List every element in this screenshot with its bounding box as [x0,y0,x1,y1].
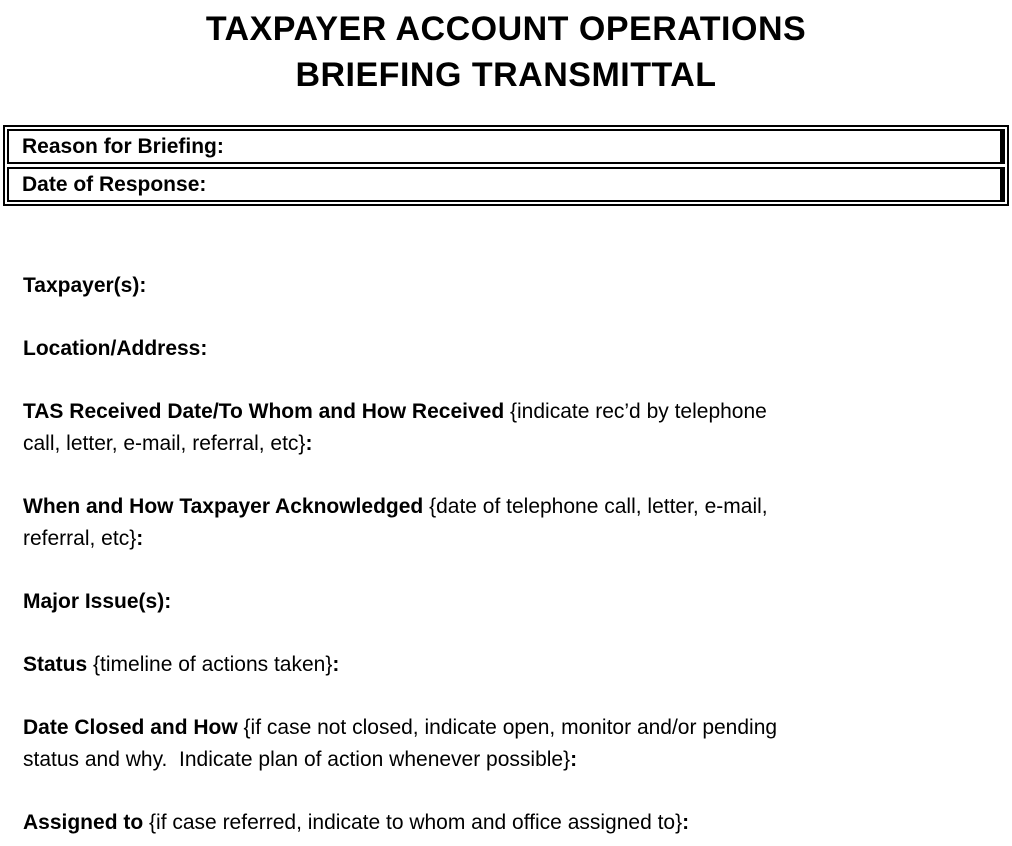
reason-for-briefing-label: Reason for Briefing: [22,135,224,158]
field-major-issues-text: Major Issue(s): [23,590,172,613]
field-assigned-to [23,807,1000,839]
document-title [0,0,1012,98]
header-row-date-of-response [7,167,1005,202]
field-taxpayers-text: Taxpayer(s): [23,274,147,297]
field-date-closed-text: {if case not closed, indicate open, monitor and/or pending [237,716,778,739]
field-date-closed-text: Date Closed and How [23,716,238,739]
header-row-reason-for-briefing [7,129,1005,164]
field-location-address-text: Location/Address: [23,337,208,360]
field-date-closed [23,712,1000,776]
field-when-how-acknowledged [23,491,1000,555]
field-tas-received-text: TAS Received Date/To Whom and How Received [23,400,505,423]
title-line-2: BRIEFING TRANSMITTAL [295,56,717,94]
field-assigned-to-text: : [682,811,690,834]
field-tas-received-text: {indicate rec’d by telephone [504,400,767,423]
date-of-response-label: Date of Response: [22,173,207,196]
field-major-issues [23,586,1000,618]
field-status [23,649,1000,681]
field-when-how-acknowledged-text: referral, etc} [23,527,137,550]
field-date-closed-text: : [570,748,578,771]
field-date-closed-text: status and why. Indicate plan of action whenever possible} [23,748,571,771]
date-of-response-value-field[interactable] [206,169,1000,200]
reason-for-briefing-value-field[interactable] [224,131,1000,162]
title-line-1: TAXPAYER ACCOUNT OPERATIONS [205,10,807,48]
field-assigned-to-text: Assigned to [23,811,144,834]
field-tas-received-text: call, letter, e-mail, referral, etc} [23,432,306,455]
field-when-how-acknowledged-text: : [136,527,144,550]
field-status-text: Status [23,653,88,676]
header-table [3,125,1009,206]
field-location-address [23,333,1000,365]
field-status-text: {timeline of actions taken} [87,653,333,676]
field-tas-received-text: : [305,432,313,455]
field-status-text: : [332,653,340,676]
field-when-how-acknowledged-text: {date of telephone call, letter, e-mail, [423,495,768,518]
fields-section [0,270,1012,839]
field-tas-received [23,396,1000,460]
field-assigned-to-text: {if case referred, indicate to whom and office assigned to} [143,811,683,834]
field-when-how-acknowledged-text: When and How Taxpayer Acknowledged [23,495,424,518]
field-taxpayers [23,270,1000,302]
